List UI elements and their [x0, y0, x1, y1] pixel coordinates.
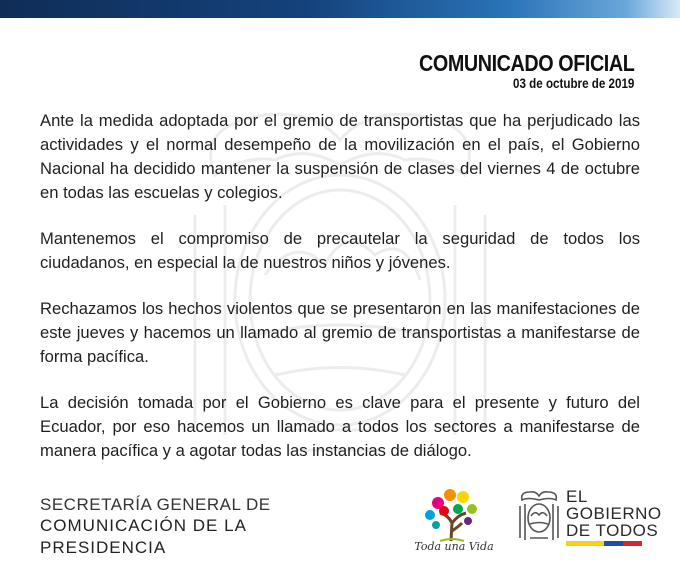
communique-body — [40, 109, 640, 485]
secretaria-line-1: SECRETARÍA GENERAL DE — [40, 495, 271, 514]
secretaria-line-2: COMUNICACIÓN DE LA PRESIDENCIA — [40, 516, 246, 557]
communique-header — [384, 50, 634, 91]
gobierno-line-1: EL — [566, 487, 588, 506]
communique-date: 03 de octubre de 2019 — [512, 76, 634, 91]
paragraph-1: Ante la medida adoptada por el gremio de transportistas que ha perjudicado las actividades y el normal desempeño de la movilización en el país, el Gobierno Nacional ha decidido mantener la suspensión de clases del viernes 4 de octubre en todas las escuelas y colegios. — [40, 111, 640, 202]
top-gradient-bar — [0, 0, 680, 18]
gobierno-line-3: DE TODOS — [566, 521, 659, 540]
paragraph-3: Rechazamos los hechos violentos que se presentaron en las manifestaciones de este jueves y hacemos un llamado al gremio de transportistas a manifestarse de forma pacífica. — [40, 299, 640, 366]
toda-una-vida-text: Toda una Vida — [414, 540, 494, 553]
communique-title: COMUNICADO OFICIAL — [418, 50, 634, 76]
ecuador-crest-icon — [516, 488, 562, 544]
paragraph-4: La decisión tomada por el Gobierno es clave para el presente y futuro del Ecuador, por eso hacemos un llamado a todos los sectores a manifestarse de manera pacífica y a agotar todas las instancias de diálogo. — [40, 393, 640, 460]
el-gobierno-de-todos-logo — [566, 488, 662, 539]
paragraph-2: Mantenemos el compromiso de precautelar la seguridad de todos los ciudadanos, en especial la de nuestros niños y jóvenes. — [40, 229, 640, 272]
gobierno-line-2: GOBIERNO — [566, 504, 662, 523]
ecuador-flag-stripe — [566, 541, 642, 546]
secretaria-logo — [40, 495, 360, 559]
